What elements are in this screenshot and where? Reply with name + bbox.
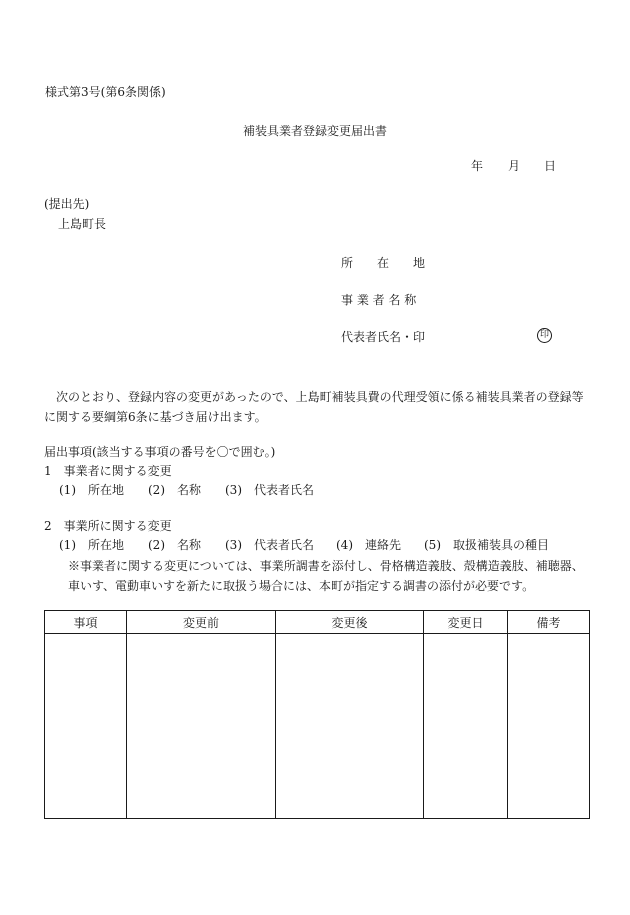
table-header-row — [45, 611, 590, 634]
date-month-label: 月 — [508, 159, 521, 173]
section2-heading: 2 事業所に関する変更 — [44, 519, 172, 533]
section2-option-2: (2) 名称 — [148, 538, 201, 552]
addressee: 上島町長 — [58, 217, 107, 231]
date-year-label: 年 — [471, 159, 484, 173]
header-before: 変更前 — [127, 611, 276, 634]
location-label: 所 在 地 — [341, 256, 426, 270]
section2-option-4: (4) 連絡先 — [336, 538, 401, 552]
header-remarks: 備考 — [508, 611, 590, 634]
section1-option-2: (2) 名称 — [148, 483, 201, 497]
changes-table — [44, 610, 590, 819]
cell-after[interactable] — [276, 634, 424, 819]
section1-heading: 1 事業者に関する変更 — [44, 464, 172, 478]
table-row — [45, 634, 590, 819]
business-name-label: 事 業 者 名 称 — [341, 293, 417, 307]
form-number: 様式第3号(第6条関係) — [45, 85, 166, 99]
cell-remarks[interactable] — [508, 634, 590, 819]
seal-mark: 印 — [537, 328, 552, 343]
body-text: 次のとおり、登録内容の変更があったので、上島町補装具費の代理受領に係る補装具業者の登録等に関する要綱第6条に基づき届け出ます。 — [44, 390, 584, 424]
section1-option-3: (3) 代表者氏名 — [225, 483, 314, 497]
document-title: 補装具業者登録変更届出書 — [242, 124, 387, 138]
section2-option-3: (3) 代表者氏名 — [225, 538, 314, 552]
header-after: 変更後 — [276, 611, 424, 634]
header-change-date: 変更日 — [424, 611, 508, 634]
cell-before[interactable] — [127, 634, 276, 819]
section2-option-5: (5) 取扱補装具の種目 — [424, 538, 549, 552]
cell-item[interactable] — [45, 634, 127, 819]
representative-label: 代表者氏名・印 — [341, 330, 426, 344]
items-heading: 届出事項(該当する事項の番号を〇で囲む。) — [44, 445, 276, 459]
section1-option-1: (1) 所在地 — [59, 483, 124, 497]
submit-to-label: (提出先) — [44, 197, 90, 211]
cell-change-date[interactable] — [424, 634, 508, 819]
section2-option-1: (1) 所在地 — [59, 538, 124, 552]
note-text: ※事業者に関する変更については、事業所調書を添付し、骨格構造義肢、殻構造義肢、補聴器、車いす、電動車いすを新たに取扱う場合には、本町が指定する調書の添付が必要です。 — [68, 559, 584, 593]
date-day-label: 日 — [544, 159, 557, 173]
header-item: 事項 — [45, 611, 127, 634]
